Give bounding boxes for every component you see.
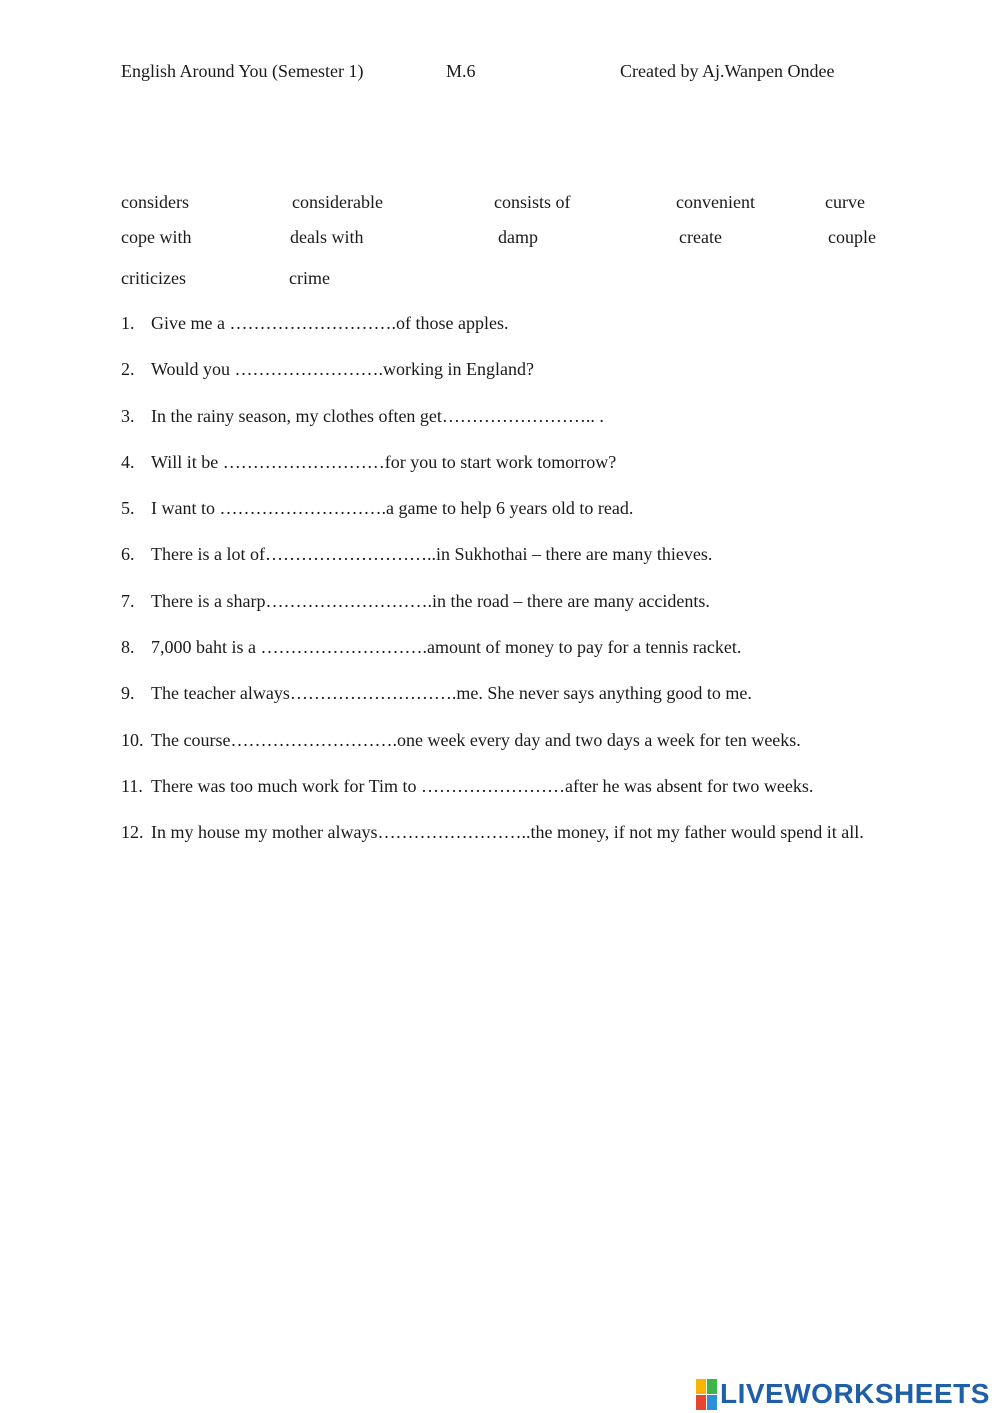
liveworksheets-logo: [696, 1378, 990, 1410]
question-text: There is a lot of………………………..in Sukhothai – there are many thieves.: [151, 544, 713, 564]
question-text: There is a sharp……………………….in the road – there are many accidents.: [151, 591, 710, 611]
question-number: 4.: [121, 452, 135, 472]
logo-block: [707, 1379, 717, 1394]
question-text: Give me a ……………………….of those apples.: [151, 313, 509, 333]
level-label: M.6: [446, 61, 476, 81]
question-text: Will it be ………………………for you to start work tomorrow?: [151, 452, 617, 472]
question-number: 9.: [121, 683, 135, 703]
word-bank-item: considers: [121, 192, 189, 212]
word-bank-item: damp: [498, 227, 538, 247]
liveworksheets-logo-icon: [696, 1379, 717, 1410]
question-number: 8.: [121, 637, 135, 657]
word-bank-item: consists of: [494, 192, 571, 212]
word-bank-item: deals with: [290, 227, 364, 247]
question-number: 12.: [121, 822, 144, 842]
question-text: In my house my mother always……………………..the money, if not my father would spend it all.: [151, 822, 864, 842]
question-number: 7.: [121, 591, 135, 611]
question-text: The teacher always……………………….me. She never says anything good to me.: [151, 683, 752, 703]
logo-block: [696, 1395, 706, 1410]
question-number: 10.: [121, 730, 144, 750]
question-number: 6.: [121, 544, 135, 564]
logo-block: [707, 1395, 717, 1410]
question-number: 1.: [121, 313, 135, 333]
word-bank-item: convenient: [676, 192, 755, 212]
question-number: 2.: [121, 359, 135, 379]
word-bank-item: create: [679, 227, 722, 247]
word-bank-item: cope with: [121, 227, 192, 247]
logo-wordmark: LIVEWORKSHEETS: [720, 1378, 990, 1409]
word-bank-item: criticizes: [121, 268, 186, 288]
course-title: English Around You (Semester 1): [121, 61, 364, 81]
author-label: Created by Aj.Wanpen Ondee: [620, 61, 835, 81]
word-bank-item: considerable: [292, 192, 383, 212]
question-number: 3.: [121, 406, 135, 426]
question-text: In the rainy season, my clothes often get…………………….. .: [151, 406, 604, 426]
word-bank-item: crime: [289, 268, 330, 288]
question-text: The course……………………….one week every day and two days a week for ten weeks.: [151, 730, 801, 750]
question-number: 5.: [121, 498, 135, 518]
question-text: I want to ……………………….a game to help 6 years old to read.: [151, 498, 634, 518]
question-text: There was too much work for Tim to ……………………after he was absent for two weeks.: [151, 776, 814, 796]
word-bank-item: couple: [828, 227, 876, 247]
word-bank-item: curve: [825, 192, 865, 212]
logo-block: [696, 1379, 706, 1394]
question-text: 7,000 baht is a ……………………….amount of money to pay for a tennis racket.: [151, 637, 742, 657]
question-number: 11.: [121, 776, 143, 796]
question-text: Would you …………………….working in England?: [151, 359, 535, 379]
